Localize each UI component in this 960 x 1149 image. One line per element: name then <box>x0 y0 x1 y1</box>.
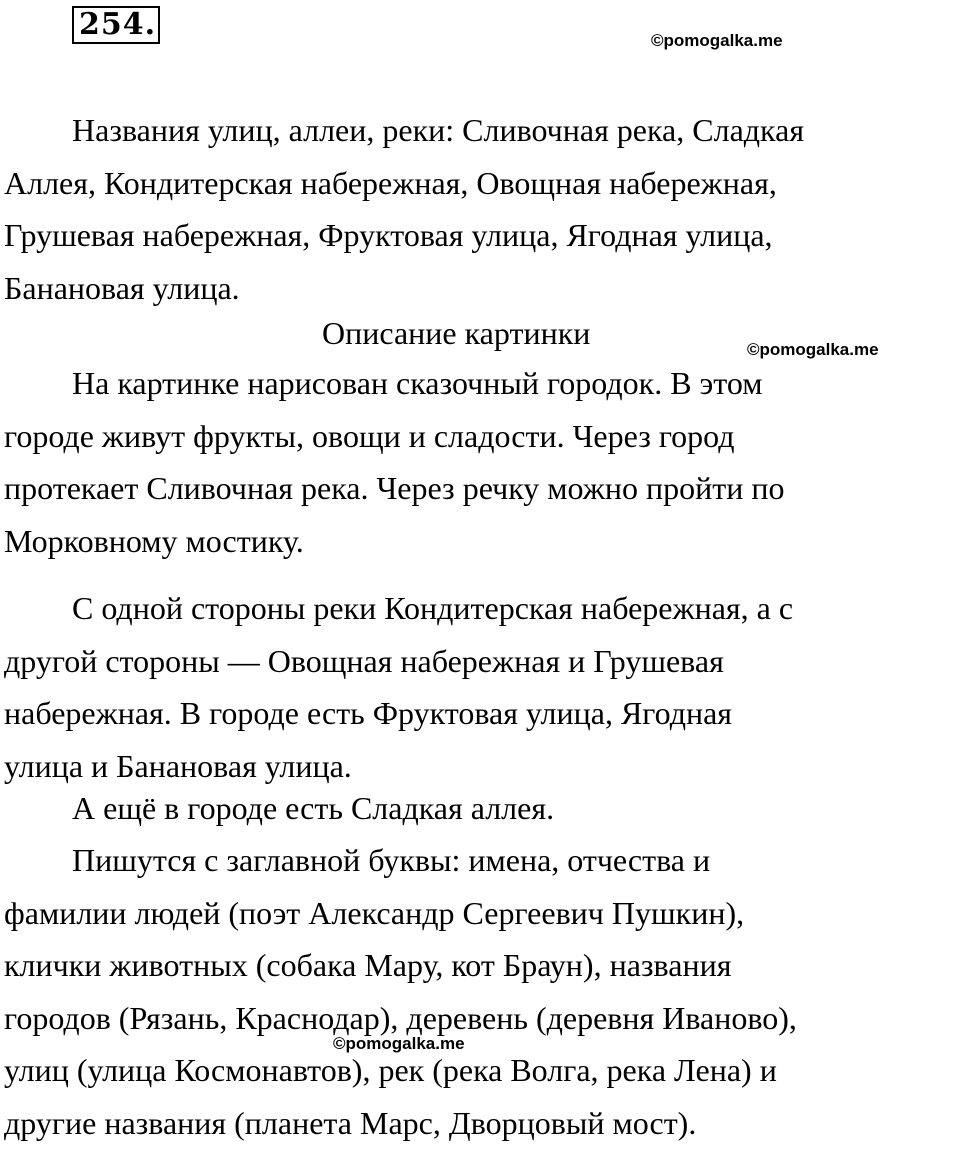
watermark-top: ©pomogalka.me <box>651 31 783 51</box>
text-line: городе живут фрукты, овощи и сладости. Через город <box>4 410 960 463</box>
paragraph-street-names <box>4 104 960 314</box>
paragraph-sweet-alley <box>4 782 960 835</box>
task-number-dot: . <box>145 7 156 42</box>
watermark-middle: ©pomogalka.me <box>747 340 879 360</box>
task-number-box <box>72 6 160 44</box>
text-line: На картинке нарисован сказочный городок. В этом <box>4 357 960 410</box>
text-line: Банановая улица. <box>4 262 960 315</box>
paragraph-picture-description <box>4 357 960 567</box>
task-number-value: 254 <box>79 7 145 42</box>
text-line: Названия улиц, аллеи, реки: Сливочная река, Сладкая <box>4 104 960 157</box>
text-line: фамилии людей (поэт Александр Сергеевич Пушкин), <box>4 887 960 940</box>
text-line: улиц (улица Космонавтов), рек (река Волга, река Лена) и <box>4 1044 960 1097</box>
text-line: А ещё в городе есть Сладкая аллея. <box>4 782 960 835</box>
text-line: улица и Банановая улица. <box>4 740 960 793</box>
text-line: протекает Сливочная река. Через речку можно пройти по <box>4 462 960 515</box>
paragraph-river-sides <box>4 582 960 792</box>
text-line: клички животных (собака Мару, кот Браун), названия <box>4 939 960 992</box>
watermark-bottom: ©pomogalka.me <box>333 1034 465 1054</box>
text-line: городов (Рязань, Краснодар), деревень (деревня Иваново), <box>4 992 960 1045</box>
text-line: С одной стороны реки Кондитерская набережная, а с <box>4 582 960 635</box>
text-line: Грушевая набережная, Фруктовая улица, Ягодная улица, <box>4 209 960 262</box>
text-line: Пишутся с заглавной буквы: имена, отчества и <box>4 834 960 887</box>
text-line: Морковному мостику. <box>4 515 960 568</box>
task-number <box>72 6 160 40</box>
text-line: Аллея, Кондитерская набережная, Овощная набережная, <box>4 157 960 210</box>
section-title: Описание картинки <box>322 311 590 356</box>
paragraph-capital-letter-rule <box>4 834 960 1149</box>
text-line: другой стороны — Овощная набережная и Грушевая <box>4 635 960 688</box>
text-line: набережная. В городе есть Фруктовая улица, Ягодная <box>4 687 960 740</box>
text-line: другие названия (планета Марс, Дворцовый мост). <box>4 1097 960 1149</box>
